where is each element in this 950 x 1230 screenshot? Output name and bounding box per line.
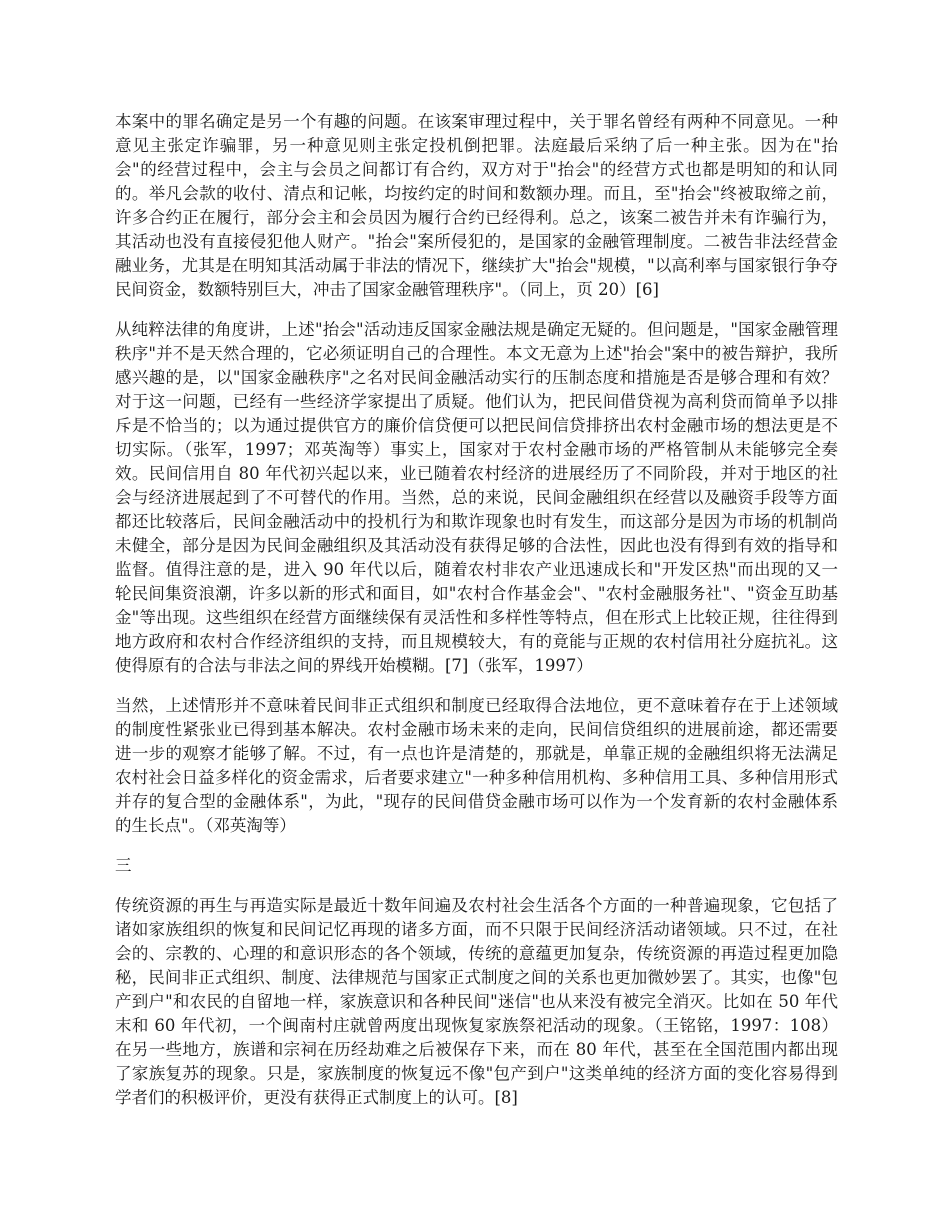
document-body (115, 110, 838, 1126)
section-heading: 三 (115, 856, 132, 875)
paragraph-2: 从纯粹法律的角度讲，上述"抬会"活动违反国家金融法规是确定无疑的。但问题是，"国家金融管理秩序"并不是天然合理的，它必须证明自己的合理性。本文无意为上述"抬会"案中的被告辩护，我所感兴趣的是，以"国家金融秩序"之名对民间金融活动实行的压制态度和措施是否是够合理和有效？对于这一问题，已经有一些经济学家提出了质疑。他们认为，把民间借贷视为高利贷而简单予以排斥是不恰当的；以为通过提供官方的廉价信贷便可以把民间信贷排挤出农村金融市场的想法更是不切实际。（张军，1997；邓英淘等）事实上，国家对于农村金融市场的严格管制从未能够完全奏效。民间信用自 80 年代初兴起以来，业已随着农村经济的进展经历了不同阶段，并对于地区的社会与经济进展起到了不可替代的作用。当然，总的来说，民间金融组织在经营以及融资手段等方面都还比较落后，民间金融活动中的投机行为和欺诈现象也时有发生，而这部分是因为市场的机制尚未健全，部分是因为民间金融组织及其活动没有获得足够的合法性，因此也没有得到有效的指导和监督。值得注意的是，进入 90 年代以后，随着农村非农产业迅速成长和"开发区热"而出现的又一轮民间集资浪潮，许多以新的形式和面目，如"农村合作基金会"、"农村金融服务社"、"资金互助基金"等出现。这些组织在经营方面继续保有灵活性和多样性等特点，但在形式上比较正规，往往得到地方政府和农村合作经济组织的支持，而且规模较大，有的竟能与正规的农村信用社分庭抗礼。这使得原有的合法与非法之间的界线开始模糊。[7]（张军，1997） (115, 320, 838, 675)
paragraph-4: 传统资源的再生与再造实际是最近十数年间遍及农村社会生活各个方面的一种普遍现象，它包括了诸如家族组织的恢复和民间记忆再现的诸多方面，而不只限于民间经济活动诸领域。只不过，在社会的、宗教的、心理的和意识形态的各个领域，传统的意蕴更加复杂，传统资源的再造过程更加隐秘，民间非正式组织、制度、法律规范与国家正式制度之间的关系也更加微妙罢了。其实，也像"包产到户"和农民的自留地一样，家族意识和各种民间"迷信"也从来没有被完全消灭。比如在 50 年代末和 60 年代初，一个闽南村庄就曾两度出现恢复家族祭祀活动的现象。（王铭铭，1997：108）在另一些地方，族谱和宗祠在历经劫难之后被保存下来，而在 80 年代，甚至在全国范围内都出现了家族复苏的现象。只是，家族制度的恢复远不像"包产到户"这类单纯的经济方面的变化容易得到学者们的积极评价，更没有获得正式制度上的认可。[8] (115, 896, 838, 1107)
paragraph-1: 本案中的罪名确定是另一个有趣的问题。在该案审理过程中，关于罪名曾经有两种不同意见。一种意见主张定诈骗罪，另一种意见则主张定投机倒把罪。法庭最后采纳了后一种主张。因为在"抬会"的经营过程中，会主与会员之间都订有合约，双方对于"抬会"的经营方式也都是明知的和认同的。举凡会款的收付、清点和记帐，均按约定的时间和数额办理。而且，至"抬会"终被取缔之前，许多合约正在履行，部分会主和会员因为履行合约已经得利。总之，该案二被告并未有诈骗行为，其活动也没有直接侵犯他人财产。"抬会"案所侵犯的，是国家的金融管理制度。二被告非法经营金融业务，尤其是在明知其活动属于非法的情况下，继续扩大"抬会"规模，"以高利率与国家银行争夺民间资金，数额特别巨大，冲击了国家金融管理秩序"。（同上，页 20）[6] (115, 112, 838, 299)
paragraph-3: 当然，上述情形并不意味着民间非正式组织和制度已经取得合法地位，更不意味着存在于上述领域的制度性紧张业已得到基本解决。农村金融市场未来的走向，民间信贷组织的进展前途，都还需要进一步的观察才能够了解。不过，有一点也许是清楚的，那就是，单靠正规的金融组织将无法满足农村社会日益多样化的资金需求，后者要求建立"一种多种信用机构、多种信用工具、多种信用形式并存的复合型的金融体系"，为此，"现存的民间借贷金融市场可以作为一个发育新的农村金融体系的生长点"。（邓英淘等） (115, 696, 838, 835)
